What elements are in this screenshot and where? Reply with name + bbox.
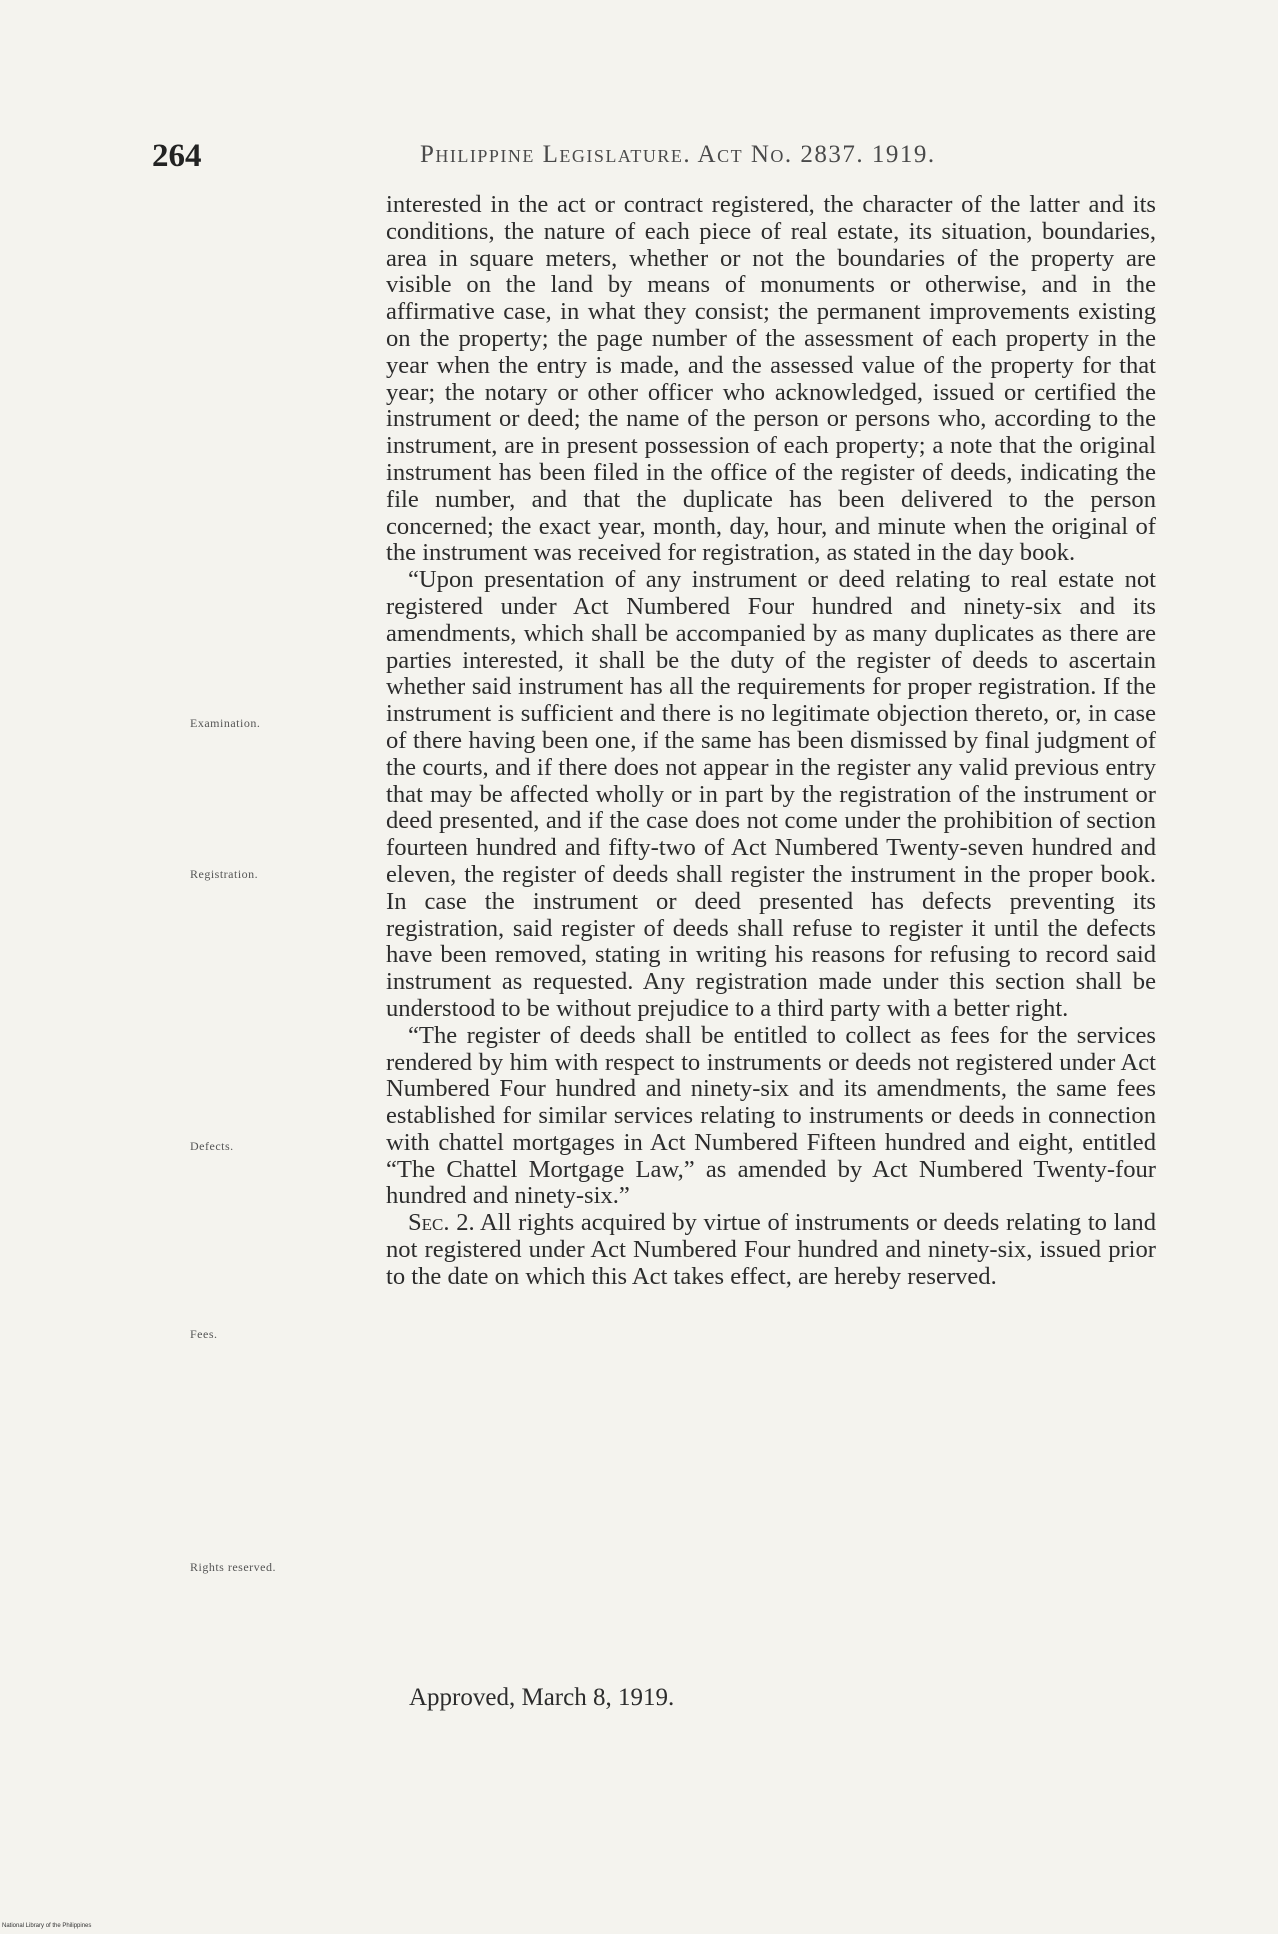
margin-note-defects: Defects.	[190, 1139, 234, 1153]
paragraph-registration-entry: interested in the act or contract registered, the character of the latter and its conditions, the nature of each piece of real estate, its situation, boundaries, area in square meters, whether or not the boundaries of the property are visible on the land by means of monuments or otherwise, and in the affirmative case, in what they consist; the permanent improvements existing on the property; the page number of the assessment of each property in the year when the entry is made, and the assessed value of the property for that year; the notary or other officer who acknowledged, issued or certified the instrument or deed; the name of the person or persons who, according to the instrument, are in present possession of each property; a note that the original instrument has been filed in the office of the register of deeds, indicating the file number, and that the duplicate has been delivered to the person concerned; the exact year, month, day, hour, and minute when the original of the instrument was received for registration, as stated in the day book.	[386, 191, 1156, 567]
paragraph-examination: “Upon presentation of any instrument or deed relating to real estate not registered under Act Numbered Four hundred and ninety-six and its amendments, which shall be accompanied by as many duplicates as there are parties interested, it shall be the duty of the register of deeds to ascertain whether said instrument has all the requirements for proper registration. If the instrument is sufficient and there is no legitimate objection thereto, or, in case of there having been one, if the same has been dismissed by final judgment of the courts, and if there does not appear in the register any valid previous entry that may be affected wholly or in part by the registration of the instrument or deed presented, and if the case does not come under the prohibition of section fourteen hundred and fifty-two of Act Numbered Twenty-seven hundred and eleven, the register of deeds shall register the instrument in the proper book. In case the instrument or deed presented has defects preventing its registration, said register of deeds shall refuse to register it until the defects have been removed, stating in writing his reasons for refusing to record said instrument as requested. Any registration made under this section shall be understood to be without prejudice to a third party with a better right.	[386, 566, 1156, 1022]
margin-note-registration: Registration.	[190, 867, 259, 881]
paragraph-section-2	[386, 1210, 1156, 1290]
margin-note-examination: Examination.	[190, 716, 261, 730]
page-number: 264	[152, 138, 202, 174]
body-text	[386, 192, 1156, 1291]
margin-note-rights-reserved: Rights reserved.	[190, 1560, 276, 1574]
section-2-text: All rights acquired by virtue of instruments or deeds relating to land not registered under Act Numbered Four hundred and ninety-six, issued prior to the date on which this Act takes effect, are hereby reserved.	[386, 1209, 1156, 1290]
scan-credit: National Library of the Philippines	[2, 1923, 92, 1929]
section-2-label: Sec. 2.	[408, 1209, 475, 1237]
paragraph-fees: “The register of deeds shall be entitled to collect as fees for the services rendered by him with respect to instruments or deeds not registered under Act Numbered Four hundred and ninety-six and its amendments, the same fees established for similar services relating to instruments or deeds in connection with chattel mortgages in Act Numbered Fifteen hundred and eight, entitled “The Chattel Mortgage Law,” as amended by Act Numbered Twenty-four hundred and ninety-six.”	[386, 1021, 1156, 1210]
margin-note-fees: Fees.	[190, 1327, 218, 1341]
approved-line: Approved, March 8, 1919.	[409, 1684, 675, 1711]
running-head: Philippine Legislature. Act No. 2837. 1919.	[420, 141, 936, 168]
